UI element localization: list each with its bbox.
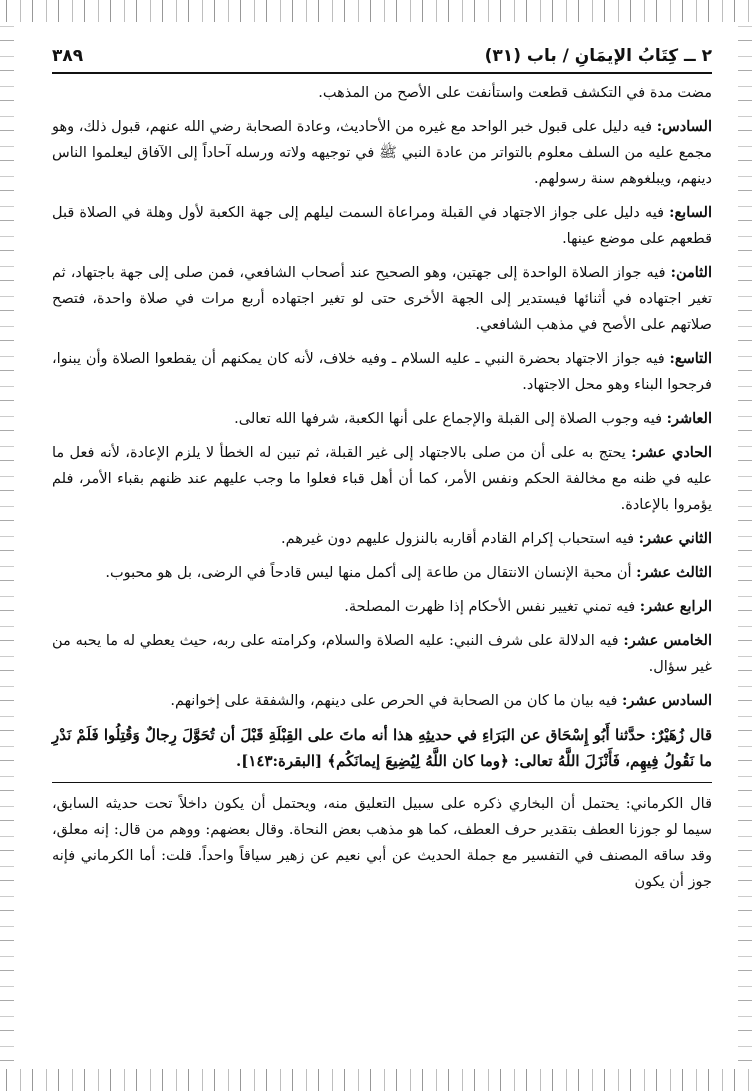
paragraph-lead: الثاني عشر:	[638, 530, 712, 547]
paragraph: السادس عشر: فيه بيان ما كان من الصحابة في الحرص على دينهم، والشفقة على إخوانهم.	[170, 692, 712, 709]
paragraph-lead: الرابع عشر:	[639, 598, 712, 615]
commentary: قال الكرماني: يحتمل أن البخاري ذكره على سبيل التعليق منه، ويحتمل أن يكون داخلاً تحت حديثه السابق، سيما لو جوزنا العطف بتقدير حرف العطف، كما هو مذهب بعض النحاة. وقال بعضهم: ووهم من قال: إنه معلق، وقد ساقه المصنف في التفسير مع جملة الحديث عن أبي نعيم عن زهير سياقاً واحداً. قلت: أما الكرماني فإنه جوز أن يكون	[52, 796, 712, 890]
paragraph: الخامس عشر: فيه الدلالة على شرف النبي: عليه الصلاة والسلام، وكرامته على ربه، حيث يعطي له ما يحبه من غير سؤال.	[52, 632, 713, 675]
paragraph-lead: الثالث عشر:	[636, 564, 712, 581]
hadith-quote	[52, 722, 712, 774]
paragraph-lead: السادس:	[656, 118, 712, 135]
paragraph: الثامن: فيه جواز الصلاة الواحدة إلى جهتين، وهو الصحيح عند أصحاب الشافعي، فمن صلى إلى جهة باجتهاد، ثم تغير اجتهاده في أثنائها فيستدير إلى الجهة الأخرى حتى لو تغير اجتهاده أربع مرات في صلاة واحدة، فتصح صلاتهم على الأصح في مذهب الشافعي.	[52, 264, 712, 333]
paragraph-lead: السابع:	[669, 204, 712, 221]
page-number: ٣٨٩	[52, 46, 84, 66]
page-border-bottom	[0, 1069, 752, 1091]
page-border-top	[0, 0, 752, 22]
divider	[52, 782, 712, 783]
paragraph: مضت مدة في التكشف قطعت واستأنفت على الأصح من المذهب.	[318, 85, 712, 101]
paragraph-lead: العاشر:	[666, 410, 712, 427]
page-border-right	[738, 22, 752, 1069]
paragraph: التاسع: فيه جواز الاجتهاد بحضرة النبي ـ عليه السلام ـ وفيه خلاف، لأنه كان يمكنهم أن يقطعوا الصلاة وأن يبنوا، فرجحوا البناء وهو محل الاجتهاد.	[52, 350, 712, 393]
running-title: ٢ ــ كِتَابُ الإيمَانِ / باب (٣١)	[484, 46, 712, 66]
paragraph: الحادي عشر: يحتج به على أن من صلى بالاجتهاد إلى غير القبلة، ثم تبين له الخطأ لا يلزم الإعادة، لأنه فعل ما عليه في ظنه مع مخالفة الحكم ونفس الأمر، كما أن أهل قباء فعلوا ما وجب عليهم عند ظنهم بقباء الأمر، فلم يؤمروا بالإعادة.	[52, 444, 712, 513]
page-header	[52, 40, 712, 74]
paragraph: الثالث عشر: أن محبة الإنسان الانتقال من طاعة إلى أكمل منها ليس قادحاً في الرضى، بل هو محبوب.	[105, 564, 712, 581]
paragraph-lead: السادس عشر:	[622, 692, 712, 709]
quote-lead: قال زُهَيْرٌ:	[650, 726, 712, 744]
paragraph: السابع: فيه دليل على جواز الاجتهاد في القبلة ومراعاة السمت ليلهم إلى جهة الكعبة لأول وهلة في الصلاة قبل قطعهم على موضع عينها.	[52, 204, 712, 247]
paragraph-lead: الخامس عشر:	[623, 632, 713, 649]
paragraph-lead: الثامن:	[670, 264, 712, 281]
paragraph: الرابع عشر: فيه تمني تغيير نفس الأحكام إذا ظهرت المصلحة.	[344, 598, 712, 615]
page-border-left	[0, 22, 14, 1069]
paragraph: العاشر: فيه وجوب الصلاة إلى القبلة والإجماع على أنها الكعبة، شرفها الله تعالى.	[234, 410, 712, 427]
paragraph: السادس: فيه دليل على قبول خبر الواحد مع غيره من الأحاديث، وعادة الصحابة رضي الله عنهم، قبول ذلك، وهو مجمع عليه من السلف معلوم بالتواتر من عادة النبي ﷺ في توجيهه ولاته ورسله آحاداً إلى الآفاق ليعلموا الناس دينهم، ويبلغوهم سنة رسولهم.	[52, 118, 712, 187]
quote-text: حدَّثنا أَبُو إِسْحَاق عن البَرَاءِ في حديثِهِ هذا أنه ماتَ على القِبْلَةِ قَبْلَ أن تُحَوَّلَ رِجالٌ وَقُتِلُوا فَلَمْ نَدْرِ ما نَقُولُ فِيهِم، فَأَنْزَلَ اللَّهُ تعالى: ﴿وما كان اللَّهُ لِيُضِيعَ إيمانَكُم﴾ [البقرة:١٤٣].	[52, 726, 712, 770]
paragraph-lead: التاسع:	[669, 350, 712, 367]
paragraph: الثاني عشر: فيه استحباب إكرام القادم أقاربه بالنزول عليهم دون غيرهم.	[281, 530, 712, 547]
page-body	[52, 80, 712, 903]
paragraph-lead: الحادي عشر:	[631, 444, 712, 461]
